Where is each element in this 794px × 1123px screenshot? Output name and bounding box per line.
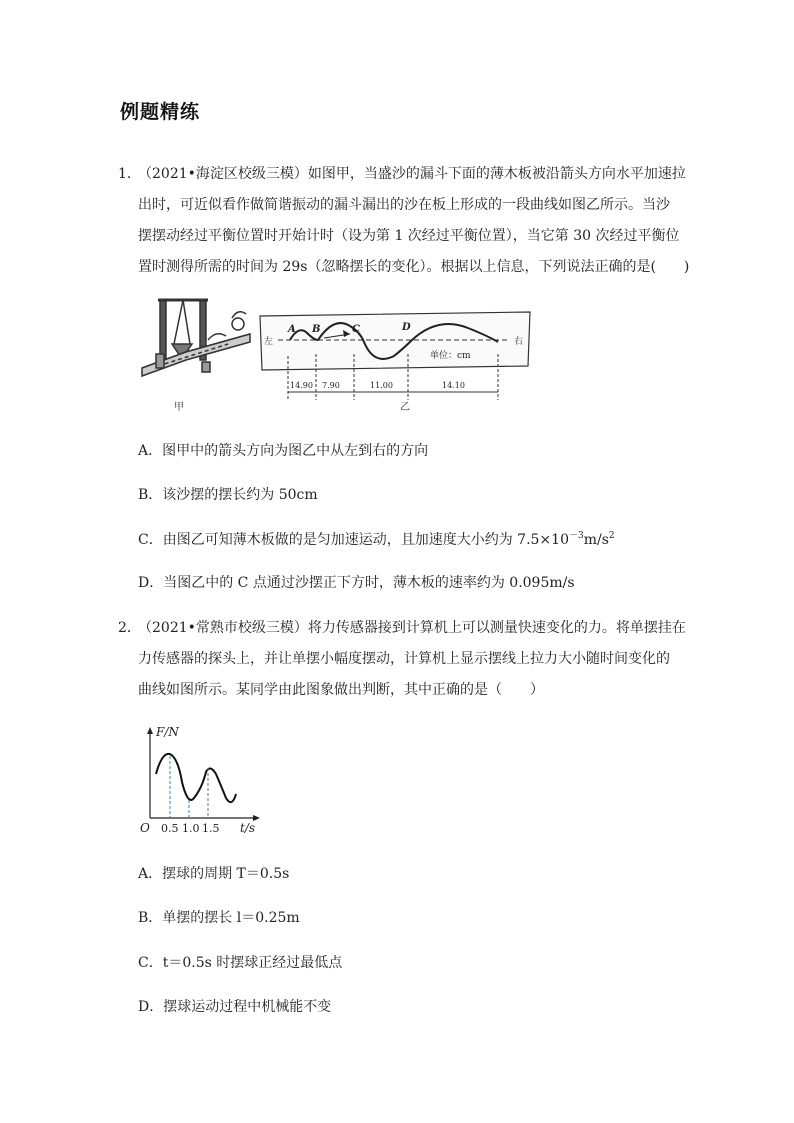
q1-number: 1．: [118, 166, 141, 182]
x-tick-1.0: 1.0: [182, 822, 200, 835]
caption-yi: 乙: [400, 402, 410, 413]
sand-pendulum-apparatus: [142, 300, 250, 376]
point-b: B: [312, 324, 321, 335]
x-tick-0.5: 0.5: [161, 822, 179, 835]
q2-option-a[interactable]: A．摆球的周期 T＝0.5s: [138, 866, 290, 882]
q2-line-3: 曲线如图所示。某同学由此图象做出判断，其中正确的是（ ）: [138, 682, 544, 698]
segment-1: 14.90: [290, 381, 313, 390]
q2-option-b[interactable]: B．单摆的摆长 l＝0.25m: [138, 910, 300, 926]
unit-label: 单位：cm: [430, 351, 471, 361]
q1-line-3: 摆摆动经过平衡位置时开始计时（设为第 1 次经过平衡位置），当它第 30 次经过平衡位: [138, 228, 680, 244]
q2-line-1: （2021•常熟市校级三模）将力传感器接到计算机上可以测量快速变化的力。将单摆挂在: [138, 620, 686, 636]
q1-option-a[interactable]: A．图甲中的箭头方向为图乙中从左到右的方向: [138, 443, 429, 459]
q1-option-b[interactable]: B．该沙摆的摆长约为 50cm: [138, 487, 318, 503]
segment-2: 7.90: [322, 381, 340, 390]
q2-option-c[interactable]: C．t＝0.5s 时摆球正经过最低点: [138, 955, 343, 971]
point-a: A: [288, 324, 296, 335]
segment-3: 11.00: [370, 381, 393, 390]
label-left: 左: [264, 337, 274, 347]
q1-option-c-text: C．由图乙可知薄木板做的是匀加速运动，且加速度大小约为 7.5×10: [138, 532, 569, 548]
q1-option-d[interactable]: D．当图乙中的 C 点通过沙摆正下方时，薄木板的速率约为 0.095m/s: [138, 575, 575, 591]
section-title: 例题精练: [120, 101, 201, 123]
q1-line-4: 置时测得所需的时间为 29s（忽略摆长的变化）。根据以上信息，下列说法正确的是( ): [138, 259, 690, 275]
origin-label: O: [140, 821, 150, 835]
q1-option-c-exp1: －3: [568, 531, 584, 541]
q1-line-2: 出时，可近似看作做简谐振动的漏斗漏出的沙在板上形成的一段曲线如图乙所示。当沙: [138, 197, 670, 213]
q1-line-1: （2021•海淀区校级三模）如图甲，当盛沙的漏斗下面的薄木板被沿箭头方向水平加速拉: [138, 166, 686, 182]
q2-number: 2．: [118, 620, 141, 636]
y-axis-label: F/N: [156, 725, 179, 739]
label-right: 右: [514, 337, 524, 347]
segment-4: 14.10: [442, 381, 465, 390]
q1-option-c-unit: m/s: [583, 532, 609, 548]
q1-option-c[interactable]: [138, 528, 615, 549]
point-c: C: [352, 324, 360, 335]
force-curve: [156, 754, 236, 802]
point-d: D: [402, 322, 411, 333]
q2-line-2: 力传感器的探头上，并让单摆小幅度摆动，计算机上显示摆线上拉力大小随时间变化的: [138, 651, 670, 667]
q2-option-d[interactable]: D．摆球运动过程中机械能不变: [138, 999, 332, 1015]
q1-option-c-exp2: 2: [608, 531, 615, 541]
x-axis-label: t/s: [240, 821, 256, 835]
x-tick-1.5: 1.5: [202, 822, 220, 835]
q2-force-time-graph: [138, 722, 268, 838]
caption-jia: 甲: [174, 402, 184, 413]
q1-figure: [138, 296, 538, 414]
